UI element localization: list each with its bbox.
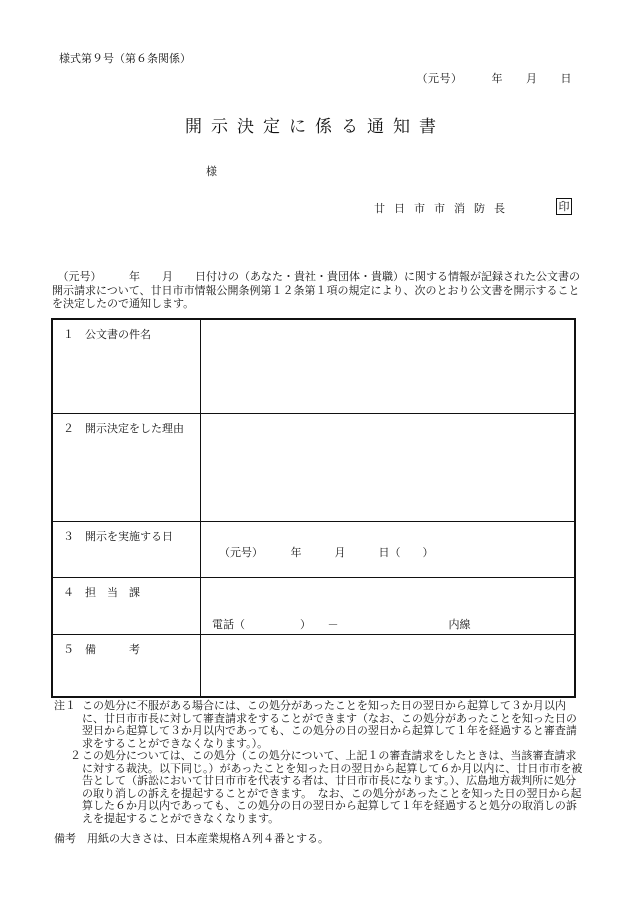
note-mark: ２: [70, 749, 81, 762]
row-number: ４: [63, 586, 74, 599]
row-label-text: 担 当 課: [85, 586, 140, 599]
note-text: この処分については、この処分（この処分について、上記１の審査請求をしたときは、当該審査請求に対する裁決。以下同じ。）があったことを知った日の翌日から起算して６か月以内に、廿日市市を被告として（訴訟において廿日市市を代表する者は、廿日市市長になります。）、広島地方裁判所に処分の取り消しの訴えを提起することができます。 なお、この処分があったことを知った日の翌日から起算した６か月以内であっても、この処分の日の翌日から起算して１年を経過すると処分の取消しの訴えを提起することができなくなります。: [82, 749, 583, 825]
row-number: ５: [63, 643, 74, 656]
row-label: [63, 422, 195, 435]
row-number: ２: [63, 422, 74, 435]
row-label-text: 備 考: [85, 643, 140, 656]
table-row-department: [53, 578, 574, 635]
row-label: [63, 643, 195, 656]
implementation-date-value: （元号） 年 月 日（ ）: [219, 546, 434, 559]
recipient-suffix: 様: [206, 165, 217, 178]
intro-paragraph: （元号） 年 月 日付けの（あなた・貴社・貴団体・貴職）に関する情報が記録された公文書の開示請求について、廿日市市情報公開条例第１２条第１項の規定により、次のとおり公文書を開示することを決定したので通知します。: [52, 270, 580, 310]
row-label: [63, 328, 195, 341]
row-label: [63, 530, 195, 543]
table-row-remarks: [53, 635, 574, 696]
row-number: １: [63, 328, 74, 341]
notes-section: [54, 700, 586, 825]
sender-name: 廿日市市消防長: [374, 202, 514, 215]
table-row-implementation-date: [53, 522, 574, 578]
row-label-text: 公文書の件名: [85, 328, 151, 341]
note-item: [54, 750, 586, 825]
seal-mark: 印: [556, 198, 572, 215]
row-label: [63, 586, 195, 599]
note-item: [54, 700, 586, 750]
table-row-reason: [53, 414, 574, 522]
disclosure-table: [51, 318, 576, 698]
row-label-text: 開示を実施する日: [85, 530, 173, 543]
row-label-text: 開示決定をした理由: [85, 422, 184, 435]
issue-date-line: （元号） 年 月 日: [416, 72, 572, 85]
document-title: 開示決定に係る通知書: [185, 117, 445, 137]
note-mark: 注１: [54, 699, 76, 712]
note-text: この処分に不服がある場合には、この処分があったことを知った日の翌日から起算して３か月以内に、廿日市市長に対して審査請求をすることができます（なお、この処分があったことを知った日の翌日から起算して３か月以内であっても、この処分の日の翌日から起算して１年を経過すると審査請求をすることができなくなります。）。: [82, 699, 577, 750]
column-divider: [200, 320, 201, 696]
paper-size-remark: 備考 用紙の大きさは、日本産業規格Ａ列４番とする。: [54, 832, 329, 845]
row-number: ３: [63, 530, 74, 543]
table-row-document-name: [53, 320, 574, 414]
phone-line: 電話（ ） － 内線: [212, 618, 471, 631]
form-number-label: 様式第９号（第６条関係）: [59, 52, 191, 65]
